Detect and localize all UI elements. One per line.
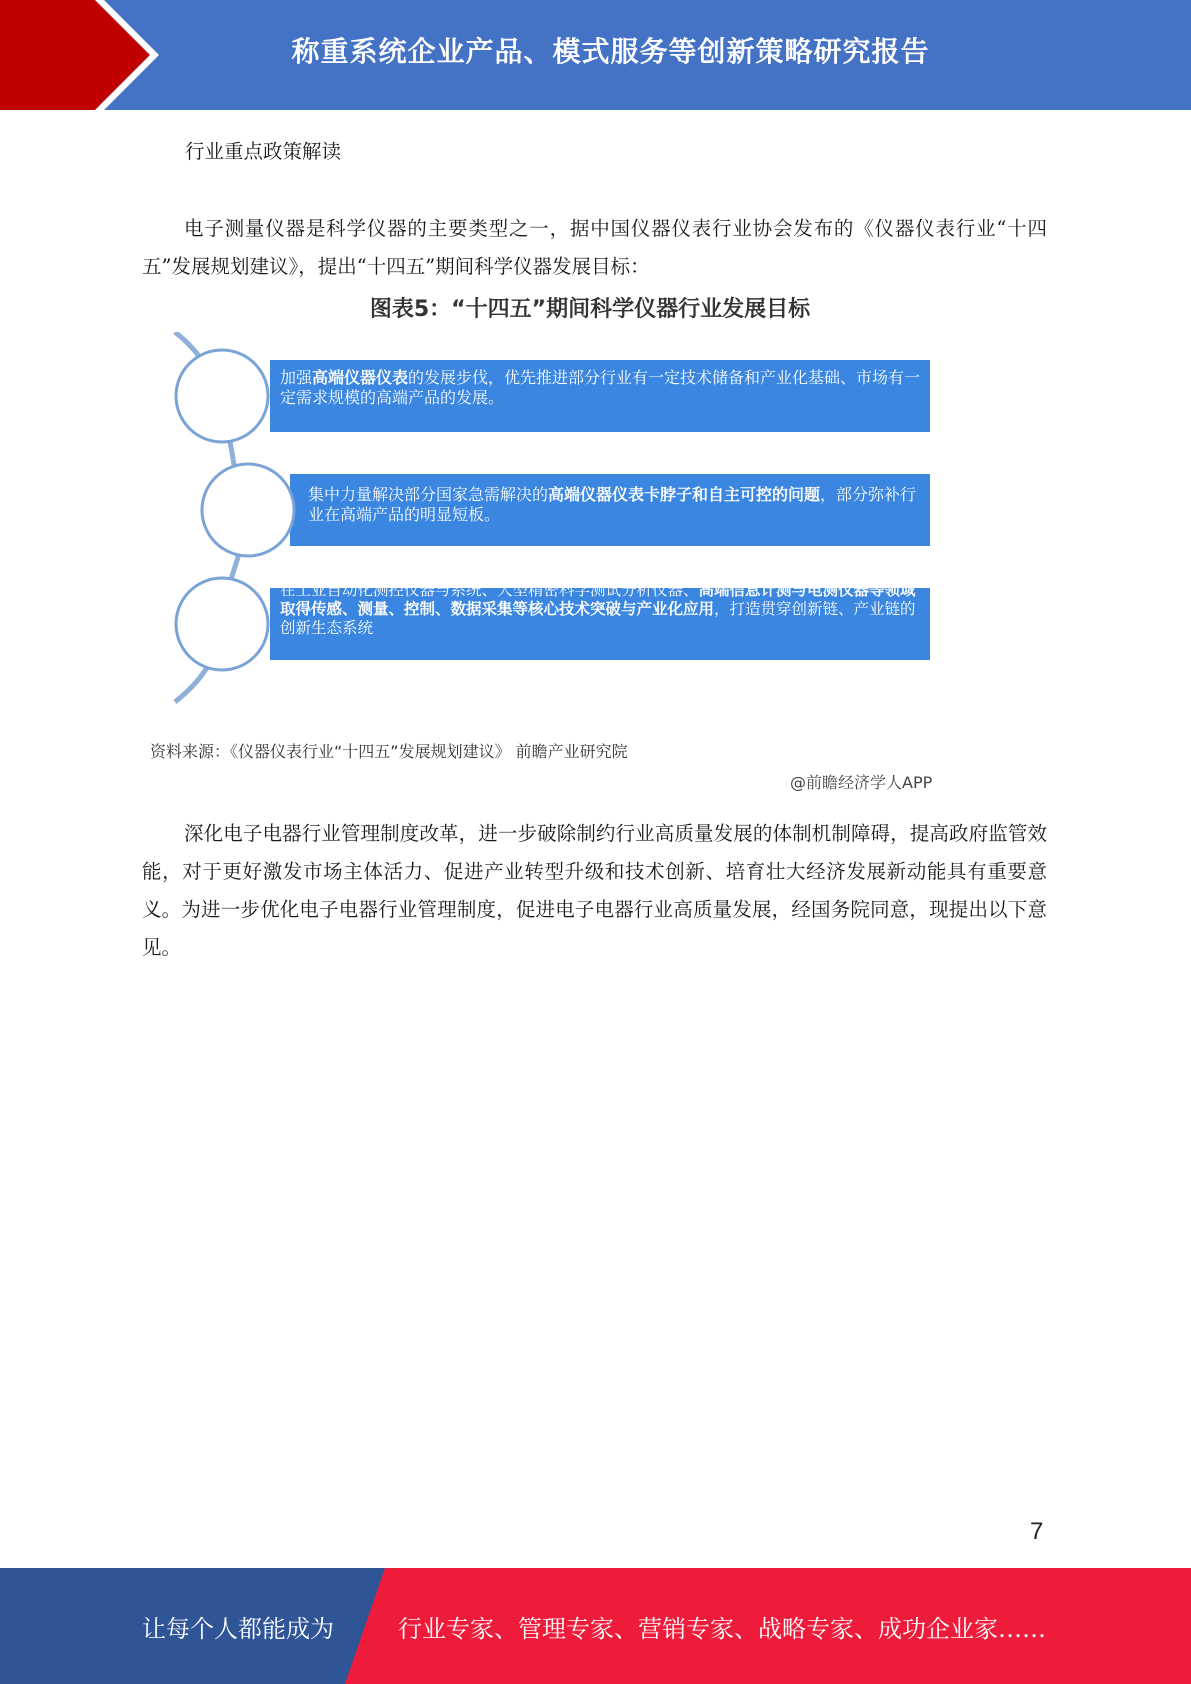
goal-circle-3 <box>176 578 268 670</box>
figure-title: 图表5：“十四五”期间科学仪器行业发展目标 <box>369 297 811 322</box>
goal-circle-2 <box>202 464 294 556</box>
footer-slogan-right: 行业专家、管理专家、营销专家、战略专家、成功企业家…… <box>398 1614 1046 1643</box>
page-number: 7 <box>1030 1518 1044 1545</box>
page-header <box>0 0 1191 110</box>
goal-text-1: 加强高端仪器仪表的发展步伐，优先推进部分行业有一定技术储备和产业化基础、市场有一定需求规模的高端产品的发展。 <box>280 368 921 407</box>
goal-circle-1 <box>176 350 268 442</box>
intro-paragraph: 电子测量仪器是科学仪器的主要类型之一，据中国仪器仪表行业协会发布的《仪器仪表行业“十四五”发展规划建议》，提出“十四五”期间科学仪器发展目标： <box>142 217 1047 278</box>
figure-credit: @前瞻经济学人APP <box>790 773 933 792</box>
section-subheading: 行业重点政策解读 <box>185 140 342 163</box>
footer-slogan-left: 让每个人都能成为 <box>142 1614 334 1643</box>
figure-source: 资料来源：《仪器仪表行业“十四五”发展规划建议》 前瞻产业研究院 <box>150 742 628 761</box>
page-footer <box>0 1568 1191 1684</box>
goal-text-2: 集中力量解决部分国家急需解决的高端仪器仪表卡脖子和自主可控的问题，部分弥补行业在高端产品的明显短板。 <box>308 485 917 524</box>
closing-paragraph: 深化电子电器行业管理制度改革，进一步破除制约行业高质量发展的体制机制障碍，提高政府监管效能，对于更好激发市场主体活力、促进产业转型升级和技术创新、培育壮大经济发展新动能具有重要意义。为进一步优化电子电器行业管理制度，促进电子电器行业高质量发展，经国务院同意，现提出以下意见。 <box>142 822 1047 959</box>
figure-goals <box>140 292 1060 792</box>
header-title: 称重系统企业产品、模式服务等创新策略研究报告 <box>291 35 930 68</box>
goal-text-3: 在工业自动化测控仪器与系统、大型精密科学测试分析仪器、高端信息计测与电测仪器等领域取得传感、测量、控制、数据采集等核心技术突破与产业化应用，打造贯穿创新链、产业链的创新生态系统 <box>280 581 916 637</box>
